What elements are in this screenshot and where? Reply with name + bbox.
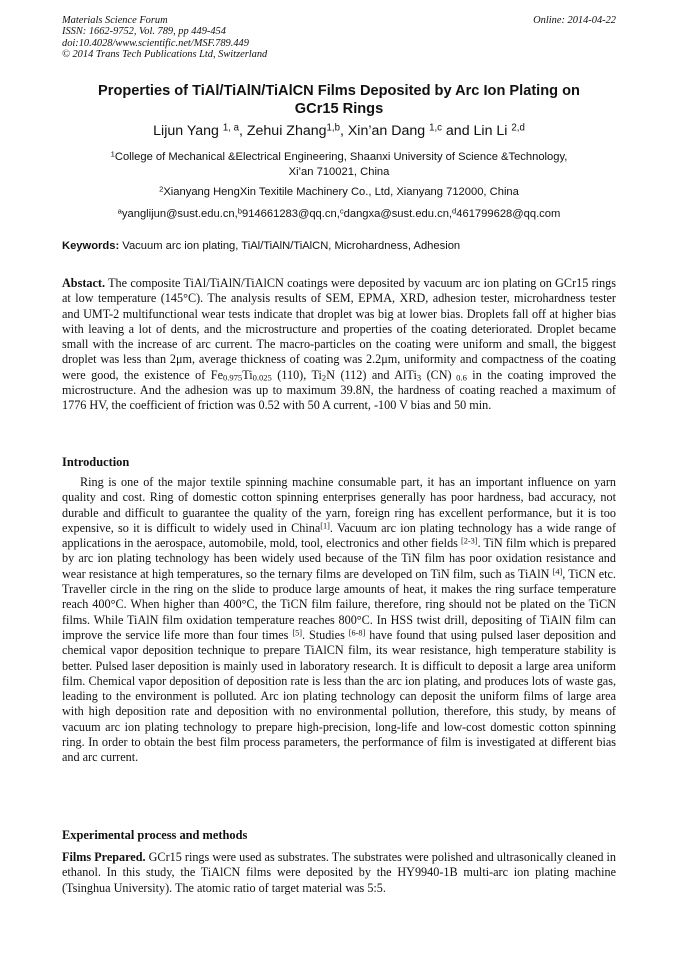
title-line-1: Properties of TiAl/TiAlN/TiAlCN Films Deposited by Arc Ion Plating on: [98, 83, 580, 99]
author-name: Lijun Yang: [153, 123, 219, 139]
section-heading-experimental: Experimental process and methods: [62, 828, 248, 842]
author-affil-mark: 2,d: [511, 122, 525, 134]
abstract-text: in the coating improved the microstructure. And the adhesion was up to maximum 39.8N, the hardness of coating reached a maximum of 1776 HV, the coefficient of friction was 0.52 with 50 A current, -100 V bias and 50 min.: [62, 367, 616, 413]
abstract-text: (110), Ti: [271, 367, 322, 382]
email-mark: d: [452, 206, 457, 216]
subscript: 2: [321, 372, 327, 383]
experimental-body: [62, 850, 616, 896]
author-name: Zehui Zhang: [246, 123, 327, 139]
abstract-text: N (112) and AlTi: [326, 367, 417, 382]
keywords-text: Vacuum arc ion plating, TiAl/TiAlN/TiAlCN, Microhardness, Adhesion: [119, 240, 461, 252]
journal-doi: doi:10.4028/www.scientific.net/MSF.789.449: [62, 37, 249, 49]
affiliation-1: [62, 150, 616, 180]
paper-title: [62, 82, 616, 118]
email-mark: c: [339, 206, 344, 216]
citation[interactable]: [4]: [552, 567, 563, 577]
introduction-body: [62, 475, 616, 766]
journal-issn: ISSN: 1662-9752, Vol. 789, pp 449-454: [62, 26, 226, 38]
subscript: 3: [416, 372, 422, 383]
citation[interactable]: [2-3]: [461, 536, 478, 546]
author-and: and: [441, 123, 474, 139]
subscript: 0.6: [451, 372, 467, 383]
author-separator: ,: [339, 123, 348, 139]
author-emails: [62, 207, 616, 222]
email-mark: b: [237, 206, 242, 216]
subscript: 0.025: [252, 372, 272, 383]
email-mark: a: [117, 206, 122, 216]
affil-text: College of Mechanical &Electrical Engineering, Shaanxi University of Science &Technology,: [114, 151, 568, 163]
email-address[interactable]: yanglijun@sust.edu.cn,: [121, 208, 238, 220]
keywords-label: Keywords:: [62, 240, 120, 252]
author-list: [62, 123, 616, 139]
experimental-text: GCr15 rings were used as substrates. The substrates were polished and ultrasonically cleaned in ethanol. In this study, the TiAlCN films were deposited by the HY9940-1B multi-arc ion plating machine (Tsinghua University). The atomic ratio of target material was 5:5.: [62, 850, 617, 895]
email-address[interactable]: dangxa@sust.edu.cn,: [343, 208, 453, 220]
keywords: [62, 240, 616, 252]
online-date: Online: 2014-04-22: [533, 15, 616, 26]
intro-text: have found that using pulsed laser deposition and chemical vapor deposition technique to prepare TiAlCN film, its wear resistance, high temperature stability is better. Pulsed laser deposition is mainly used in laboratory research. It is difficult to deposit a large area uniform film. Chemical vapor deposition of deposition rate is less than the arc ion plating, and produces lots of waste gas, leading to the environment is polluted. Arc ion plating technology can deposit the uniform films of large area with high deposition rate and deposition with no environmental pollution, therefore, this study, by means of vacuum arc ion plating technology to prepare high-precision, long-life and low-cost domestic cotton spinning ring. In order to obtain the best film process parameters, the performance of film is investigated at different bias and arc current.: [62, 627, 616, 765]
intro-text: . TiN film which is prepared by arc ion plating technology has been widely used because of the TiN film has poor oxidation resistance and wear resistance at high temperatures, so the ternary films are developed on TiN film, such as TiAlN: [62, 536, 616, 581]
abstract-text: The composite TiAl/TiAlN/TiAlCN coatings were deposited by vacuum arc ion plating on GCr15 rings at low temperature (145°C). The analysis results of SEM, EPMA, XRD, adhesion tester, microhardness tester and UMT-2 multifunctional wear tests indicate that droplet was big at lower bias. Droplets fall off at higher bias with leaving a lot of dents, and the microstructure and properties of the coating deteriorated. Droplet became small with the increase of arc current. The macro-particles on the coating were uniform and small, the biggest droplet was less than 2μm, average thickness of coating was 2.2μm, uniformity and compactness of the coating were good, the existence of Fe: [62, 276, 616, 382]
affiliation-2: [62, 185, 616, 200]
author-affil-mark: 1,c: [429, 122, 442, 134]
affil-text: Xianyang HengXin Texitile Machinery Co., Ltd, Xianyang 712000, China: [163, 186, 519, 198]
subsection-label: Films Prepared.: [62, 850, 146, 864]
citation[interactable]: [6-8]: [348, 628, 366, 638]
intro-text: Ring is one of the major textile spinning machine consumable part, it has an important influence on yarn quality and cost. Ring of domestic cotton spinning enterprises generally has poor hardness, bad accuracy, not durable and difficult to guarantee the quality of the yarn, foreign ring has excellent performance, but it is too expensive, so it is difficult to widely used in China: [62, 475, 616, 535]
abstract-label: Abstact.: [62, 276, 105, 290]
abstract: [62, 276, 616, 414]
affil-mark: 1: [110, 149, 115, 159]
citation[interactable]: [5]: [292, 628, 302, 638]
abstract-text: (CN): [421, 367, 452, 382]
author-affil-mark: 1, a: [222, 122, 239, 134]
email-address[interactable]: 461799628@qq.com: [456, 208, 561, 220]
intro-text: . Studies: [301, 627, 349, 642]
journal-copyright: © 2014 Trans Tech Publications Ltd, Switzerland: [62, 49, 268, 61]
title-line-2: GCr15 Rings: [294, 101, 384, 117]
author-name: Xin’an Dang: [347, 123, 426, 139]
author-affil-mark: 1,b: [326, 122, 340, 134]
affil-text: Xi’an 710021, China: [288, 166, 390, 178]
author-separator: ,: [238, 123, 247, 139]
citation[interactable]: [1]: [320, 521, 330, 531]
author-name: Lin Li: [473, 123, 508, 139]
intro-text: , TiCN etc. Traveller circle in the ring on the slide to produce large amounts of heat, it makes the ring surface temperature reach 400°C. When higher than 400°C, the TiCN film failure, therefore, ring should not be plated on the TiCN films. While TiAlN film oxidation temperature reaches 800°C. In HSS twist drill, depositing of TiAlN film can improve the service life more than four times: [62, 566, 616, 642]
journal-header: [62, 15, 267, 61]
abstract-text: Ti: [242, 367, 253, 382]
subscript: 0.975: [223, 372, 243, 383]
affil-mark: 2: [159, 184, 164, 194]
email-address[interactable]: 914661283@qq.cn,: [241, 208, 340, 220]
section-heading-introduction: Introduction: [62, 455, 130, 469]
intro-text: . Vacuum arc ion plating technology has a wide range of applications in the aerospace, automobile, mold, tool, electronics and other fields: [62, 520, 616, 551]
journal-name: Materials Science Forum: [62, 15, 168, 26]
